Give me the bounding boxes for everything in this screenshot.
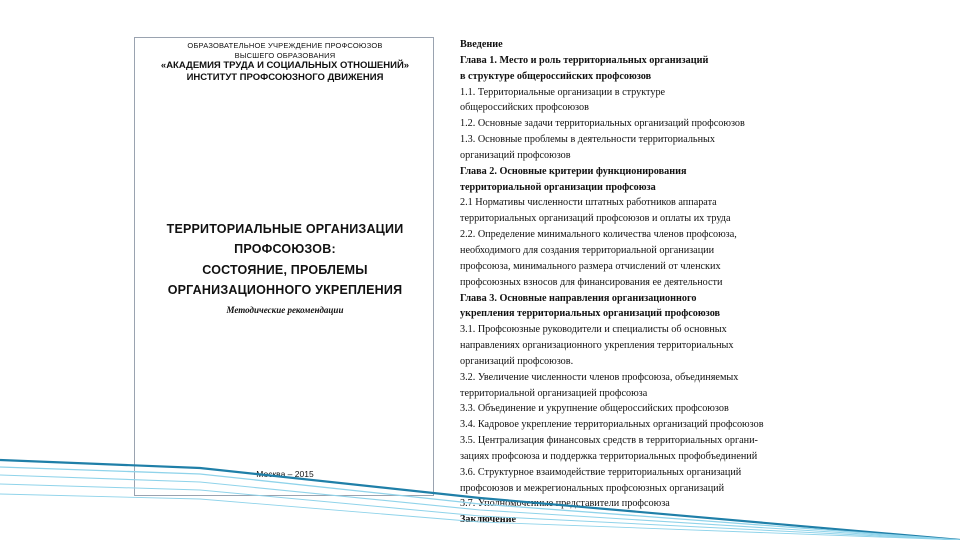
toc-entry: зациях профсоюза и поддержка территориальных профобъединений <box>460 450 758 462</box>
toc-entry: 1.1. Территориальные организации в структуре <box>460 86 666 98</box>
toc-entry: организаций профсоюзов. <box>460 355 574 367</box>
toc-entry: 2.1 Нормативы численности штатных работников аппарата <box>460 197 717 209</box>
table-of-contents <box>460 37 940 528</box>
cover-institution-line-2: ВЫСШЕГО ОБРАЗОВАНИЯ <box>234 51 336 60</box>
toc-entry: 2.2. Определение минимального количества членов профсоюза, <box>460 229 737 241</box>
cover-title-line-3: СОСТОЯНИЕ, ПРОБЛЕМЫ <box>202 263 368 277</box>
toc-entry: 1.3. Основные проблемы в деятельности территориальных <box>460 134 715 146</box>
toc-entry: общероссийских профсоюзов <box>460 102 589 114</box>
toc-heading: Заключение <box>460 514 516 526</box>
toc-entry: 3.4. Кадровое укрепление территориальных организаций профсоюзов <box>460 419 764 431</box>
cover-academy-name: «АКАДЕМИЯ ТРУДА И СОЦИАЛЬНЫХ ОТНОШЕНИЙ» <box>160 60 410 71</box>
toc-entry: профсоюзных взносов для финансирования ее деятельности <box>460 276 723 288</box>
cover-city-year: Москва – 2015 <box>256 469 314 479</box>
toc-entry: 3.1. Профсоюзные руководители и специалисты об основных <box>460 324 727 336</box>
toc-heading: Глава 2. Основные критерии функционирования <box>460 165 687 177</box>
toc-entry: территориальных организаций профсоюзов и оплаты их труда <box>460 213 731 225</box>
toc-heading: укрепления территориальных организаций профсоюзов <box>460 308 721 320</box>
cover-title-line-1: ТЕРРИТОРИАЛЬНЫЕ ОРГАНИЗАЦИИ <box>166 222 404 236</box>
toc-entry: необходимого для создания территориальной организации <box>460 244 715 256</box>
toc-entry: 3.7. Уполномоченные представители профсоюза <box>460 498 670 510</box>
toc-entry: территориальной организацией профсоюза <box>460 387 648 399</box>
toc-heading: Глава 1. Место и роль территориальных организаций <box>460 54 709 66</box>
cover-subtitle: Методические рекомендации <box>226 305 344 315</box>
cover-title-line-4: ОРГАНИЗАЦИОННОГО УКРЕПЛЕНИЯ <box>167 283 403 297</box>
toc-entry: 3.2. Увеличение численности членов профсоюза, объединяемых <box>460 371 739 383</box>
toc-heading: Введение <box>460 39 503 50</box>
toc-entry: 3.3. Объединение и укрупнение общероссийских профсоюзов <box>460 403 729 415</box>
toc-heading: территориальной организации профсоюза <box>460 181 656 193</box>
book-cover <box>134 37 434 496</box>
toc-heading: в структуре общероссийских профсоюзов <box>460 70 652 82</box>
toc-heading: Глава 3. Основные направления организационного <box>460 292 697 304</box>
toc-entry: профсоюза, минимального размера отчислений от членских <box>460 260 721 272</box>
cover-institute-name: ИНСТИТУТ ПРОФСОЮЗНОГО ДВИЖЕНИЯ <box>186 72 384 83</box>
toc-entry: профсоюзов и межрегиональных профсоюзных организаций <box>460 482 725 494</box>
toc-entry: 3.5. Централизация финансовых средств в территориальных органи- <box>460 435 758 447</box>
cover-title-line-2: ПРОФСОЮЗОВ: <box>234 242 336 256</box>
toc-entry: направлениях организационного укрепления территориальных <box>460 340 734 352</box>
toc-entry: организаций профсоюзов <box>460 149 571 161</box>
toc-entry: 1.2. Основные задачи территориальных организаций профсоюзов <box>460 118 745 130</box>
toc-entry: 3.6. Структурное взаимодействие территориальных организаций <box>460 466 742 478</box>
cover-institution-line-1: ОБРАЗОВАТЕЛЬНОЕ УЧРЕЖДЕНИЕ ПРОФСОЮЗОВ <box>187 41 383 50</box>
